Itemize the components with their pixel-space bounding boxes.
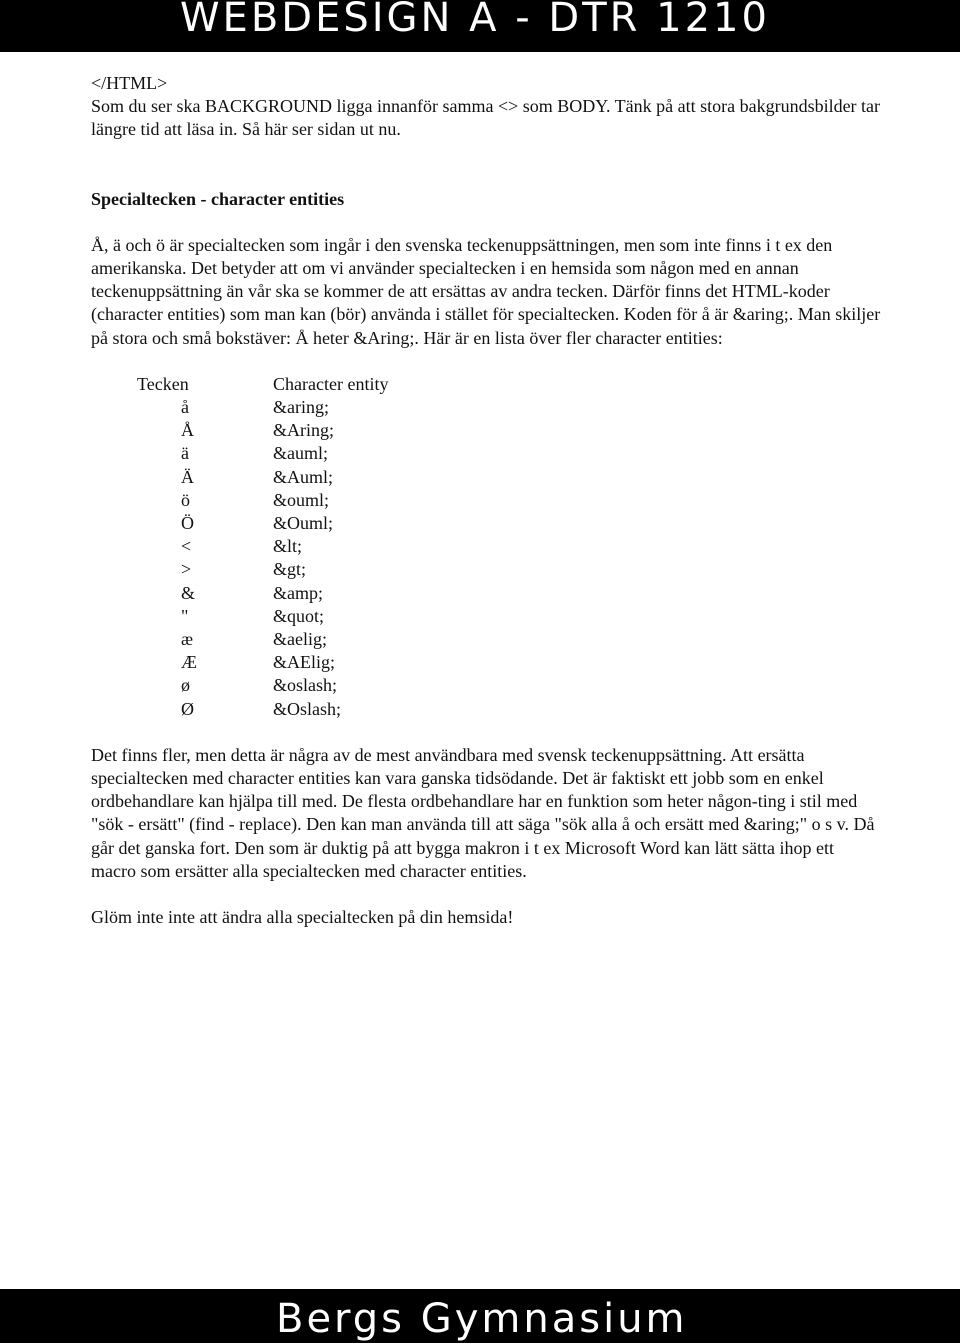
entity-char: Å: [181, 420, 194, 441]
table-row: [137, 489, 388, 512]
entity-char: <: [181, 536, 192, 557]
entity-char: ": [181, 605, 189, 626]
entity-code: &AElig;: [273, 652, 335, 673]
entity-code: &quot;: [273, 605, 325, 626]
table-row: [137, 698, 388, 721]
entity-char: &: [181, 582, 196, 603]
entity-code: &aring;: [273, 397, 329, 418]
entity-code: &oslash;: [273, 675, 338, 696]
entity-char: Æ: [181, 652, 198, 673]
entity-code: &Aring;: [273, 420, 334, 441]
outro-paragraph: Det finns fler, men detta är några av de mest användbara med svensk teckenuppsättning. Att ersätta specialtecken med character entities kan vara ganska tidsödande. Det är faktiskt ett jobb som en enkel ordbehandlare kan hjälpa till med. De flesta ordbehandlare har en funktion som heter någon-ting i stil med "sök - ersätt" (find - replace). Den kan man använda till att säga "sök alla å och ersätt med &aring;" o s v. Då går det ganska fort. Den som är duktig på att bygga makron i t ex Microsoft Word kan lätt sätta ihop ett macro som ersätter alla specialtecken med character entities.: [91, 744, 875, 881]
table-row: [137, 628, 388, 651]
table-row: [137, 466, 388, 489]
table-row: [137, 442, 388, 465]
table-row: [137, 605, 388, 628]
footer-bar: [0, 1289, 960, 1343]
entity-char: ö: [181, 489, 190, 510]
entity-table-header-row: [137, 373, 388, 396]
table-row: [137, 674, 388, 697]
entity-char: å: [181, 397, 189, 418]
entity-code: &amp;: [273, 582, 323, 603]
school-name-footer: Bergs Gymnasium: [276, 1296, 688, 1342]
entity-char: ä: [181, 443, 189, 464]
entity-char: >: [181, 559, 192, 580]
reminder-line: Glöm inte inte att ändra alla specialtecken på din hemsida!: [91, 907, 514, 928]
character-entity-table: [137, 373, 388, 721]
table-row: [137, 396, 388, 419]
intro-paragraph: Som du ser ska BACKGROUND ligga innanför samma <> som BODY. Tänk på att stora bakgrundsbilder tar längre tid att läsa in. Så här ser sidan ut nu.: [91, 96, 881, 140]
entities-explanation-paragraph: Å, ä och ö är specialtecken som ingår i den svenska teckenuppsättningen, men som inte finns i t ex den amerikanska. Det betyder att om vi använder specialtecken i en hemsida som någon med en annan teckenuppsättning än vår ska se kommer de att ersättas av andra tecken. Därför finns det HTML-koder (character entities) som man kan (bör) använda i stället för specialtecken. Koden för å är &aring;. Man skiljer på stora och små bokstäver: Å heter &Aring;. Här är en lista över fler character entities:: [91, 234, 881, 348]
entity-code: &Ouml;: [273, 513, 334, 534]
document-header-title: WEBDESIGN A - DTR 1210: [180, 0, 770, 41]
entity-code: &ouml;: [273, 489, 330, 510]
table-row: [137, 558, 388, 581]
entity-char: Ö: [181, 513, 194, 534]
header-bar: [0, 0, 960, 52]
table-row: [137, 582, 388, 605]
entity-code: &aelig;: [273, 629, 327, 650]
html-close-tag-line: </HTML>: [91, 73, 168, 93]
table-row: [137, 651, 388, 674]
entity-char: Ä: [181, 466, 194, 487]
entity-code: &gt;: [273, 559, 307, 580]
document-body: [91, 72, 881, 929]
table-row: [137, 535, 388, 558]
entity-code: &Oslash;: [273, 698, 342, 719]
column-header-char: Tecken: [137, 373, 189, 394]
entity-code: &auml;: [273, 443, 328, 464]
entity-char: Ø: [181, 698, 194, 719]
table-row: [137, 512, 388, 535]
entity-char: ø: [181, 675, 190, 696]
entity-char: æ: [181, 629, 194, 650]
column-header-entity: Character entity: [273, 373, 389, 394]
entity-code: &lt;: [273, 536, 303, 557]
table-row: [137, 419, 388, 442]
section-heading: Specialtecken - character entities: [91, 188, 345, 209]
entity-code: &Auml;: [273, 466, 334, 487]
